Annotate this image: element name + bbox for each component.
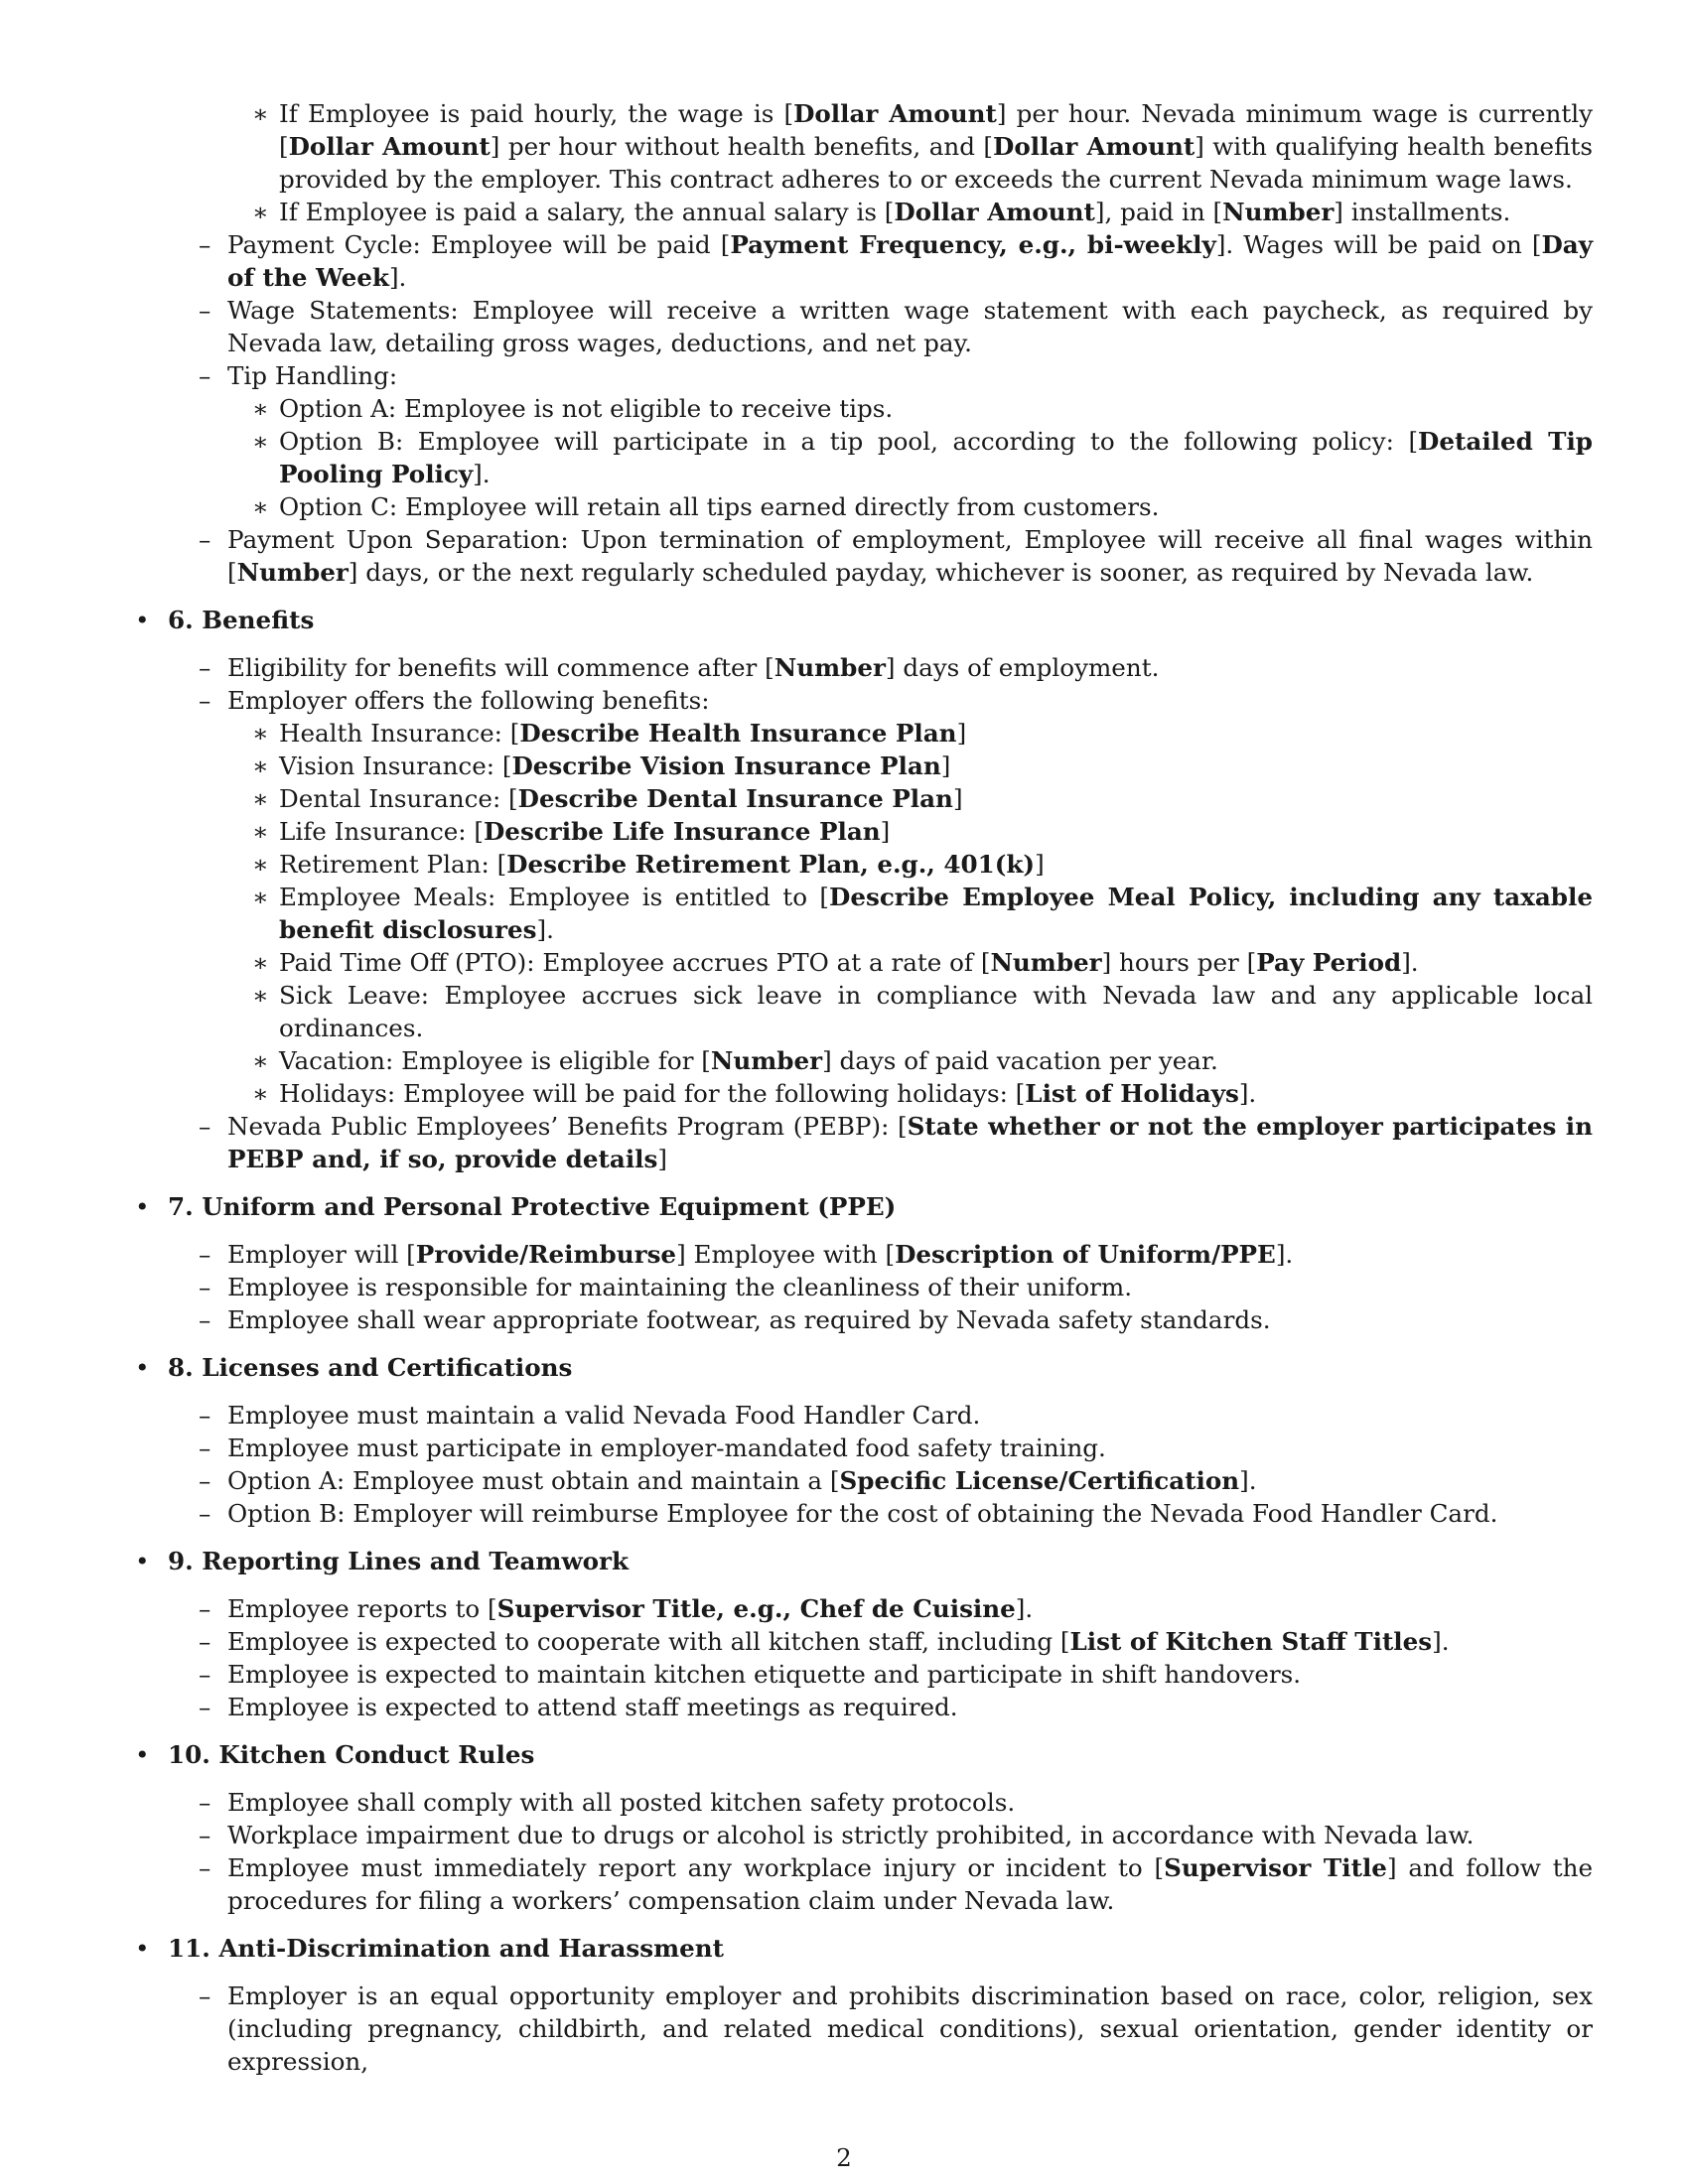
list-item: ∗ Sick Leave: Employee accrues sick leave in compliance with Nevada law and any applicable local ordinances.: [252, 981, 1593, 1042]
item-marker: –: [199, 1693, 211, 1721]
section-bullet: •: [135, 1934, 150, 1963]
list-item: ∗ If Employee is paid hourly, the wage is [Dollar Amount] per hour. Nevada minimum wage is currently [Dollar Amount] per hour without health benefits, and [Dollar Amount] with qualifying health benefits provided by the employer. This contract adheres to or exceeds the current Nevada minimum wage laws.: [252, 99, 1593, 194]
item-marker: –: [199, 1466, 211, 1495]
list-item: – Tip Handling:: [199, 361, 398, 390]
item-marker: –: [199, 1499, 211, 1528]
list-item: – Employer is an equal opportunity employer and prohibits discrimination based on race, color, religion, sex (including pregnancy, childbirth, and related medical conditions), sexual orientation, gender identity or expression,: [199, 1981, 1593, 2076]
list-item: – Eligibility for benefits will commence after [Number] days of employment.: [199, 653, 1160, 682]
list-item: ∗ Retirement Plan: [Describe Retirement Plan, e.g., 401(k)]: [252, 850, 1045, 879]
item-marker: –: [199, 1788, 211, 1817]
item-marker: –: [199, 1401, 211, 1430]
list-item: ∗ Paid Time Off (PTO): Employee accrues PTO at a rate of [Number] hours per [Pay Period].: [252, 948, 1419, 977]
list-item: – Option A: Employee must obtain and maintain a [Specific License/Certification].: [199, 1466, 1257, 1495]
item-marker: –: [199, 1305, 211, 1334]
subitem-marker: ∗: [252, 394, 269, 423]
list-item: – Payment Upon Separation: Upon termination of employment, Employee will receive all final wages within [Number] days, or the next regularly scheduled payday, whichever is sooner, as required by Nevada law.: [199, 525, 1593, 587]
list-item: – Employee is expected to cooperate with all kitchen staff, including [List of Kitchen Staff Titles].: [199, 1627, 1450, 1656]
subitem-marker: ∗: [252, 883, 269, 911]
list-item: – Employee shall comply with all posted kitchen safety protocols.: [199, 1788, 1016, 1817]
item-marker: –: [199, 1627, 211, 1656]
list-item: – Employer will [Provide/Reimburse] Employee with [Description of Uniform/PPE].: [199, 1240, 1294, 1269]
item-marker: –: [199, 1240, 211, 1269]
section-bullet: •: [135, 606, 150, 634]
subitem-marker: ∗: [252, 850, 269, 879]
page-number: 2: [836, 2143, 852, 2172]
list-item: – Employer offers the following benefits:: [199, 686, 710, 715]
list-item: ∗ Option B: Employee will participate in a tip pool, according to the following policy: [Detailed Tip Pooling Policy].: [252, 427, 1594, 488]
list-item: – Nevada Public Employees’ Benefits Program (PEBP): [State whether or not the employer participates in PEBP and, if so, provide details]: [199, 1112, 1593, 1173]
item-marker: –: [199, 230, 211, 259]
item-marker: –: [199, 525, 211, 554]
subitem-marker: ∗: [252, 492, 269, 521]
item-marker: –: [199, 1660, 211, 1689]
list-item: – Employee is expected to maintain kitchen etiquette and participate in shift handovers.: [199, 1660, 1302, 1689]
item-marker: –: [199, 1594, 211, 1623]
section-heading: • 9. Reporting Lines and Teamwork: [135, 1547, 630, 1575]
item-marker: –: [199, 1981, 211, 2010]
section-heading: • 11. Anti-Discrimination and Harassment: [135, 1934, 724, 1963]
item-marker: –: [199, 686, 211, 715]
section-bullet: •: [135, 1547, 150, 1575]
list-item: ∗ Option A: Employee is not eligible to receive tips.: [252, 394, 894, 423]
list-item: ∗ Life Insurance: [Describe Life Insurance Plan]: [252, 817, 891, 846]
list-item: ∗ If Employee is paid a salary, the annual salary is [Dollar Amount], paid in [Number] installments.: [252, 198, 1511, 226]
subitem-marker: ∗: [252, 784, 269, 813]
subitem-marker: ∗: [252, 198, 269, 226]
item-marker: –: [199, 1112, 211, 1141]
subitem-marker: ∗: [252, 427, 269, 456]
list-item: – Option B: Employer will reimburse Employee for the cost of obtaining the Nevada Food Handler Card.: [199, 1499, 1498, 1528]
subitem-marker: ∗: [252, 719, 269, 748]
section-bullet: •: [135, 1192, 150, 1221]
list-item: – Employee must participate in employer-mandated food safety training.: [199, 1433, 1106, 1462]
section-heading: • 8. Licenses and Certifications: [135, 1353, 573, 1382]
list-item: ∗ Option C: Employee will retain all tips earned directly from customers.: [252, 492, 1160, 521]
subitem-marker: ∗: [252, 99, 269, 128]
item-marker: –: [199, 296, 211, 325]
item-marker: –: [199, 1273, 211, 1301]
list-item: – Wage Statements: Employee will receive a written wage statement with each paycheck, as required by Nevada law, detailing gross wages, deductions, and net pay.: [199, 296, 1593, 357]
subitem-marker: ∗: [252, 751, 269, 780]
subitem-marker: ∗: [252, 948, 269, 977]
section-heading: • 6. Benefits: [135, 606, 315, 634]
item-marker: –: [199, 361, 211, 390]
list-item: – Employee is expected to attend staff meetings as required.: [199, 1693, 958, 1721]
item-marker: –: [199, 653, 211, 682]
document-body: [135, 97, 1593, 2078]
section-heading: • 7. Uniform and Personal Protective Equipment (PPE): [135, 1192, 897, 1221]
list-item: ∗ Vacation: Employee is eligible for [Number] days of paid vacation per year.: [252, 1046, 1218, 1075]
subitem-marker: ∗: [252, 817, 269, 846]
list-item: – Employee reports to [Supervisor Title, e.g., Chef de Cuisine].: [199, 1594, 1034, 1623]
list-item: – Employee shall wear appropriate footwear, as required by Nevada safety standards.: [199, 1305, 1271, 1334]
list-item: ∗ Health Insurance: [Describe Health Insurance Plan]: [252, 719, 967, 748]
list-item: – Payment Cycle: Employee will be paid [Payment Frequency, e.g., bi-weekly]. Wages will be paid on [Day of the Week].: [199, 230, 1593, 292]
list-item: – Employee must maintain a valid Nevada Food Handler Card.: [199, 1401, 981, 1430]
list-item: ∗ Dental Insurance: [Describe Dental Insurance Plan]: [252, 784, 963, 813]
item-marker: –: [199, 1433, 211, 1462]
list-item: – Employee is responsible for maintaining the cleanliness of their uniform.: [199, 1273, 1133, 1301]
section-bullet: •: [135, 1353, 150, 1382]
subitem-marker: ∗: [252, 1046, 269, 1075]
list-item: – Employee must immediately report any workplace injury or incident to [Supervisor Title] and follow the procedures for filing a workers’ compensation claim under Nevada law.: [199, 1853, 1593, 1915]
list-item: ∗ Vision Insurance: [Describe Vision Insurance Plan]: [252, 751, 951, 780]
item-marker: –: [199, 1821, 211, 1849]
list-item: ∗ Employee Meals: Employee is entitled to [Describe Employee Meal Policy, including any taxable benefit disclosures].: [252, 883, 1593, 944]
section-heading: • 10. Kitchen Conduct Rules: [135, 1740, 535, 1769]
list-item: – Workplace impairment due to drugs or alcohol is strictly prohibited, in accordance with Nevada law.: [199, 1821, 1475, 1849]
section-bullet: •: [135, 1740, 150, 1769]
subitem-marker: ∗: [252, 1079, 269, 1108]
item-marker: –: [199, 1853, 211, 1882]
subitem-marker: ∗: [252, 981, 269, 1010]
list-item: ∗ Holidays: Employee will be paid for the following holidays: [List of Holidays].: [252, 1079, 1257, 1108]
